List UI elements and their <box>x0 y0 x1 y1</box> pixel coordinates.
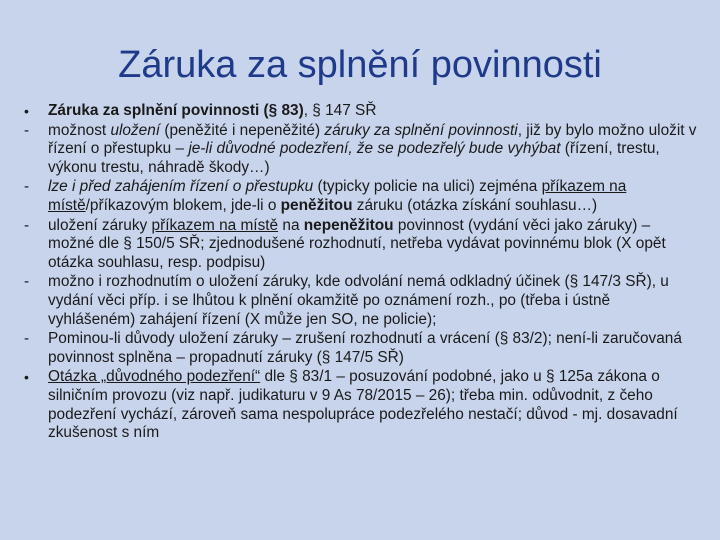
text-segment: (typicky policie na ulici) zejména <box>313 178 542 196</box>
text-segment: záruku (otázka získání souhlasu…) <box>352 196 598 214</box>
text-segment: uložení <box>110 121 161 139</box>
text-segment: příkazem na místě <box>48 178 627 214</box>
list-item-text <box>48 217 666 271</box>
list-item-text <box>48 178 626 214</box>
list-item-text <box>48 330 682 366</box>
text-segment: dle § 83/1 – posuzování podobné, jako u § 125a zákona o silničním provozu (viz např. judikaturu v 9 As 78/2015 – 26); třeba min. odůvodnit, z čeho podezření vychází, zároveň sama nespolupráce podezřelého nestačí; důvod - mj. dosavadní zkušenost s ním <box>48 368 678 442</box>
text-segment: /příkazovým blokem, jde-li o <box>85 196 281 214</box>
list-item-text <box>48 273 669 327</box>
text-segment: možno i rozhodnutím o uložení záruky, kde odvolání nemá odkladný účinek (§ 147/3 SŘ), u vydání věci příp. i se lhůtou k plnění okamžitě po oznámení rozh., po (třeba i ústně vyhlášeném) zahájení řízení (X může jen SO, ne policie); <box>48 273 669 328</box>
text-segment: Pominou-li důvody uložení záruky – zrušení rozhodnutí a vrácení (§ 83/2); není-li zaručovaná povinnost splněna – propadnutí záruky (§ 147/5 SŘ) <box>48 330 682 366</box>
text-segment: záruky za splnění povinnosti <box>324 121 518 139</box>
list-item-text <box>48 102 376 119</box>
list-item <box>24 368 700 442</box>
text-segment: uložení záruky <box>48 216 152 234</box>
list-item-text <box>48 122 697 176</box>
dash-marker: - <box>24 273 30 291</box>
dash-marker: - <box>24 330 30 348</box>
text-segment: peněžitou <box>280 196 353 214</box>
dash-marker: - <box>24 216 30 234</box>
dash-marker: - <box>24 178 30 196</box>
text-segment: (peněžité i nepeněžité) <box>160 121 325 139</box>
text-segment: povinnost (vydání věci jako záruky) – možné dle § 150/5 SŘ; zjednodušené rozhodnutí, netřeba vydávat povinnému blok (X opět otázka souhlasu, resp. podpisu) <box>48 216 666 271</box>
text-segment: příkazem na místě <box>151 216 279 234</box>
text-segment: možnost <box>48 121 111 139</box>
text-segment: , § 147 SŘ <box>303 102 377 119</box>
slide-title: Záruka za splnění povinnosti <box>118 44 602 86</box>
list-item <box>24 273 700 329</box>
bullet-marker: • <box>24 369 29 386</box>
text-segment: , již by bylo možno uložit v řízení o přestupku – <box>48 121 697 158</box>
dash-marker: - <box>24 121 30 139</box>
list-item <box>24 102 700 121</box>
text-segment: je-li důvodné podezření, že se podezřelý bude vyhýbat <box>188 140 561 158</box>
list-item <box>24 217 700 273</box>
list-item <box>24 178 700 215</box>
text-segment: na <box>278 216 304 234</box>
list-item-text <box>48 368 678 441</box>
text-segment: (řízení, trestu, výkonu trestu, náhradě škody…) <box>48 140 660 176</box>
list-item <box>24 330 700 367</box>
content-list <box>24 102 700 444</box>
text-segment: Záruka za splnění povinnosti (§ 83) <box>48 102 304 119</box>
list-item <box>24 122 700 178</box>
bullet-marker: • <box>24 103 29 119</box>
text-segment: Otázka „důvodného podezření“ <box>48 368 261 386</box>
text-segment: nepeněžitou <box>303 216 394 234</box>
text-segment: lze i před zahájením řízení o přestupku <box>48 178 314 196</box>
